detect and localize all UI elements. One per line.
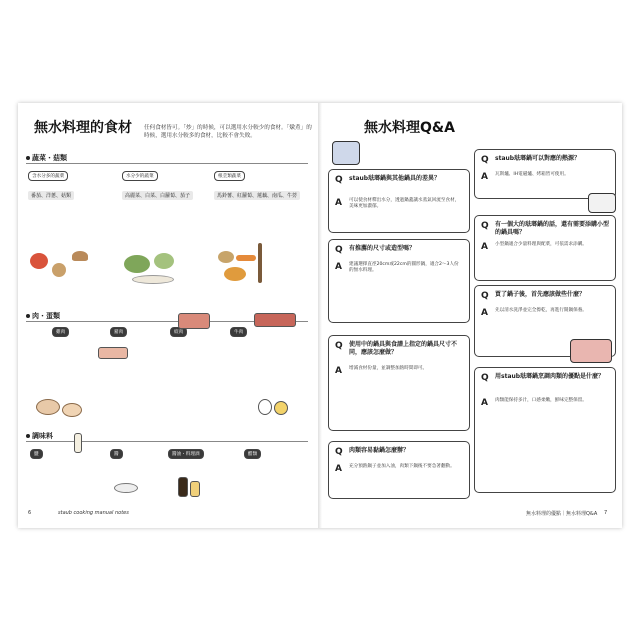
qa-card-8: Q 用staub琺瑯鍋烹調肉類的優點是什麼？ A 肉類能保持多汁，口感柔嫩，鮮味完整保留。	[474, 367, 616, 493]
mushroom-illustration	[72, 251, 88, 261]
seasoning-tag-salt: 鹽	[30, 449, 43, 459]
question-text: 買了鍋子後，首先應該做些什麼？	[495, 291, 586, 298]
mince-illustration	[178, 313, 210, 329]
question-text: 用staub琺瑯鍋烹調肉類的優點是什麼？	[495, 373, 605, 380]
question-text: 肉類容易黏鍋怎麼辦？	[349, 447, 410, 454]
daikon-illustration	[132, 275, 174, 284]
qa-card-5: Q staub琺瑯鍋可以對應的熱源？ A 瓦斯爐、IH電磁爐、烤箱皆可使用。	[474, 149, 616, 199]
qa-card-4: Q 肉類容易黏鍋怎麼辦？ A 充分預熱鍋子並加入油，肉類下鍋後不要急著翻動。	[328, 441, 470, 499]
right-page-title: 無水料理Q&A	[364, 120, 455, 136]
wine-bottle-illustration	[190, 481, 200, 497]
question-text: staub琺瑯鍋可以對應的熱源？	[495, 155, 581, 162]
veg-tag-1: 含水分多的蔬菜	[28, 171, 68, 181]
running-footer-right: 無水料理的優點｜無水料理Q&A	[526, 511, 598, 517]
section-meat: 肉・蛋類	[26, 311, 60, 321]
staub-pot-illustration	[588, 193, 616, 213]
pot-with-food-illustration	[570, 339, 612, 363]
right-page	[320, 103, 622, 528]
egg-illustration	[258, 399, 272, 415]
soysauce-bottle-illustration	[178, 477, 188, 497]
running-footer-left: staub cooking manual notes	[58, 510, 129, 516]
veg-tag-3: 根莖類蔬菜	[214, 171, 245, 181]
pork-illustration	[98, 347, 128, 359]
question-text: staub琺瑯鍋與其他鍋具的差異？	[349, 175, 441, 182]
answer-text: 瓦斯爐、IH電磁爐、烤箱皆可使用。	[495, 172, 569, 177]
veg-pill-2: 高麗菜、白菜、白蘿蔔、茄子	[122, 191, 193, 200]
divider	[26, 163, 308, 164]
answer-text: 肉類能保持多汁，口感柔嫩，鮮味完整保留。	[495, 398, 587, 403]
qa-card-1: Q staub琺瑯鍋與其他鍋具的差異？ A 可以使食材釋出水分，透過鍋蓋讓水蒸氣回流至食材，美味更加濃郁。	[328, 169, 470, 233]
potato-illustration	[218, 251, 234, 263]
meat-tag-chicken: 雞肉	[52, 327, 69, 337]
egg-illustration	[274, 401, 288, 415]
mascot-pot-illustration	[332, 141, 360, 165]
left-page-title: 無水料理的食材	[34, 120, 132, 136]
burdock-illustration	[258, 243, 262, 283]
seasoning-tag-sauce: 醬	[110, 449, 123, 459]
seasoning-tag-vinegar: 醋類	[244, 449, 261, 459]
cabbage-illustration	[124, 255, 150, 273]
napa-cabbage-illustration	[154, 253, 174, 269]
question-text: 有推薦的尺寸或造型嗎？	[349, 245, 416, 252]
tomato-illustration	[30, 253, 48, 269]
seasoning-tag-soysauce: 醬油・料理酒	[168, 449, 204, 459]
divider	[26, 441, 308, 442]
qa-card-3: Q 使用中的鍋具與食譜上指定的鍋具尺寸不同，應該怎麼做？ A 增減食材份量，並調整加熱時間即可。	[328, 335, 470, 431]
meat-tag-mince: 絞肉	[170, 327, 187, 337]
answer-text: 先以清水洗淨並完全擦乾，再進行開鍋保養。	[495, 308, 587, 313]
pumpkin-illustration	[224, 267, 246, 281]
qa-card-6: Q 有一個大的琺瑯鍋的話，還有需要添購小型的鍋具嗎？ A 小型鍋適合少量料理與配菜，可依需求添購。	[474, 215, 616, 281]
page-number-left: 6	[28, 510, 32, 516]
qa-card-7: Q 買了鍋子後，首先應該做些什麼？ A 先以清水洗淨並完全擦乾，再進行開鍋保養。	[474, 285, 616, 357]
question-text: 有一個大的琺瑯鍋的話，還有需要添購小型的鍋具嗎？	[495, 221, 610, 236]
bottle-illustration	[74, 433, 82, 453]
meat-tag-pork: 豬肉	[110, 327, 127, 337]
veg-pill-1: 番茄、洋蔥、菇類	[28, 191, 74, 200]
chicken-illustration	[62, 403, 82, 417]
question-text: 使用中的鍋具與食譜上指定的鍋具尺寸不同，應該怎麼做？	[349, 341, 458, 356]
answer-text: 小型鍋適合少量料理與配菜，可依需求添購。	[495, 242, 587, 247]
answer-text: 充分預熱鍋子並加入油，肉類下鍋後不要急著翻動。	[349, 464, 455, 469]
answer-text: 增減食材份量，並調整加熱時間即可。	[349, 366, 428, 371]
book-spread	[18, 103, 622, 528]
left-page-intro: 任何食材皆可。「炒」的時候，可以選用水分較少的食材。「燉煮」的時候，選用水分較多的食材，比較不會失敗。	[144, 125, 312, 139]
veg-tag-2: 水分少的蔬菜	[122, 171, 158, 181]
qa-card-2: Q 有推薦的尺寸或造型嗎？ A 建議選擇直徑20cm或22cm的圓形鍋，適合2〜3人份的無水料理。	[328, 239, 470, 323]
page-number-right: 7	[604, 510, 608, 516]
beef-illustration	[254, 313, 296, 327]
salt-dish-illustration	[114, 483, 138, 493]
answer-text: 建議選擇直徑20cm或22cm的圓形鍋，適合2〜3人份的無水料理。	[349, 262, 459, 274]
veg-pill-3: 馬鈴薯、紅蘿蔔、蓮藕、南瓜、牛蒡	[214, 191, 300, 200]
onion-illustration	[52, 263, 66, 277]
left-page	[18, 103, 320, 528]
chicken-illustration	[36, 399, 60, 415]
answer-text: 可以使食材釋出水分，透過鍋蓋讓水蒸氣回流至食材，美味更加濃郁。	[349, 198, 460, 210]
carrot-illustration	[236, 255, 256, 261]
section-veg: 蔬菜・菇類	[26, 153, 67, 163]
meat-tag-beef: 牛肉	[230, 327, 247, 337]
section-seasoning: 調味料	[26, 431, 53, 441]
